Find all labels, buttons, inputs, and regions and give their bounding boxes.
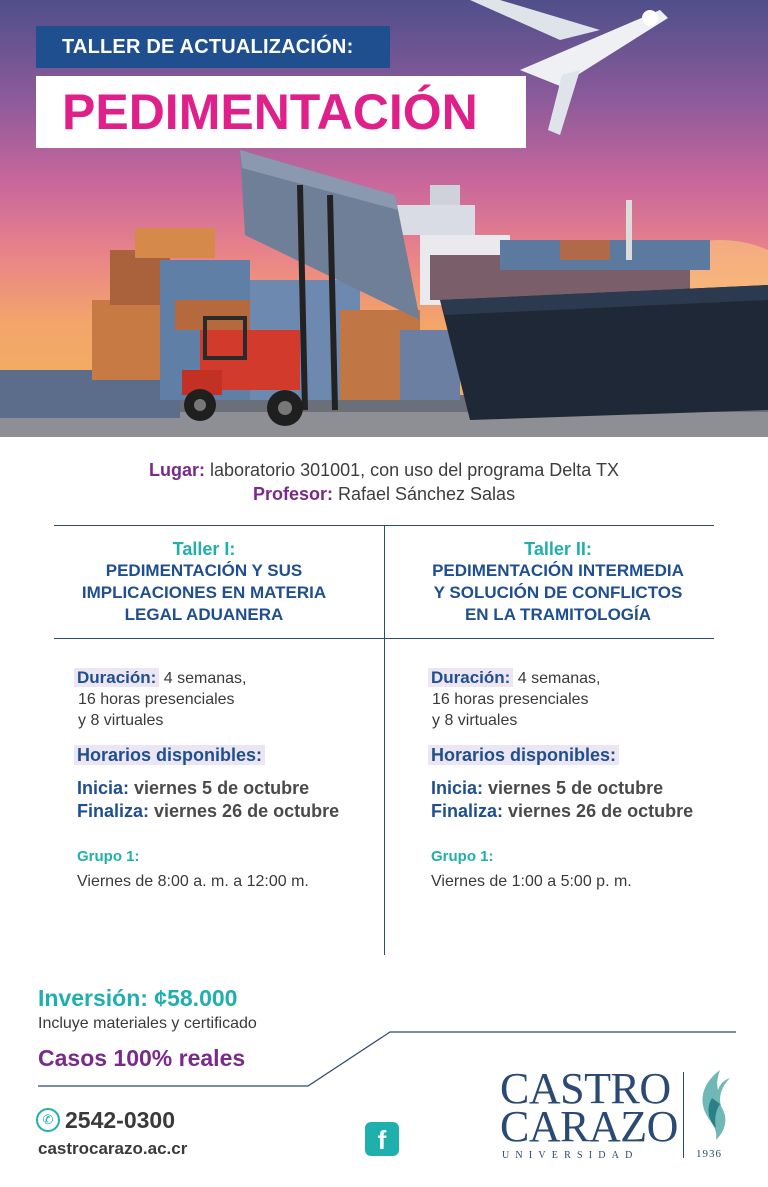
workshop-title-banner xyxy=(36,76,526,148)
start-label: Inicia: xyxy=(77,778,130,798)
duration-line-2: 16 horas presenciales xyxy=(78,691,235,708)
facebook-icon[interactable]: f xyxy=(365,1122,399,1156)
start-value: viernes 5 de octubre xyxy=(483,778,664,798)
workshop-1-details xyxy=(74,667,394,892)
workshop-2-name: Taller II: xyxy=(524,539,592,559)
workshop-2-header xyxy=(393,538,723,626)
workshop-1-topic-line-2: IMPLICACIONES EN MATERIA xyxy=(81,583,327,602)
logo-year: 1936 xyxy=(696,1148,722,1160)
place-value: laboratorio 301001, con uso del programa Delta TX xyxy=(205,460,619,480)
teacher-label: Profesor: xyxy=(252,484,333,504)
duration-line-2: 16 horas presenciales xyxy=(432,691,589,708)
start-label: Inicia: xyxy=(431,778,484,798)
place-label: Lugar: xyxy=(149,460,206,480)
includes-note: Incluye materiales y certificado xyxy=(38,1015,257,1032)
workshop-2-topic-line-1: PEDIMENTACIÓN INTERMEDIA xyxy=(432,561,684,580)
investment-price: Inversión: ¢58.000 xyxy=(38,985,238,1011)
flame-icon xyxy=(690,1068,736,1148)
duration-line-3: y 8 virtuales xyxy=(432,712,518,729)
schedules-label: Horarios disponibles: xyxy=(74,745,265,765)
workshop-1-name: Taller I: xyxy=(172,539,236,559)
end-label: Finaliza: xyxy=(431,801,504,821)
workshop-2-dates xyxy=(428,777,748,823)
workshop-2-topic-line-2: Y SOLUCIÓN DE CONFLICTOS xyxy=(433,583,683,602)
place-line xyxy=(0,458,768,482)
workshop-1-duration xyxy=(74,667,394,731)
workshop-subtitle: TALLER DE ACTUALIZACIÓN: xyxy=(62,36,354,58)
teacher-line xyxy=(0,482,768,506)
phone-number: 2542-0300 xyxy=(65,1106,175,1133)
end-value: viernes 26 de octubre xyxy=(149,801,340,821)
group-schedule: Viernes de 1:00 a 5:00 p. m. xyxy=(431,873,632,890)
logo-separator xyxy=(683,1072,684,1158)
logo-line-1: CASTRO xyxy=(500,1064,671,1113)
university-logo xyxy=(500,1066,740,1166)
end-label: Finaliza: xyxy=(77,801,150,821)
start-value: viernes 5 de octubre xyxy=(129,778,310,798)
group-schedule: Viernes de 8:00 a. m. a 12:00 m. xyxy=(77,873,309,890)
workshop-info xyxy=(0,458,768,506)
workshop-2-topic-line-3: EN LA TRAMITOLOGÍA xyxy=(464,605,652,624)
duration-line-1: 4 semanas, xyxy=(513,670,601,687)
duration-label: Duración: xyxy=(428,668,513,687)
schedules-label: Horarios disponibles: xyxy=(428,745,619,765)
teacher-value: Rafael Sánchez Salas xyxy=(332,484,516,504)
logo-university-word: UNIVERSIDAD xyxy=(502,1150,639,1161)
workshop-1-header xyxy=(39,538,369,626)
workshop-subtitle-banner xyxy=(36,26,390,68)
workshop-1-dates xyxy=(74,777,394,823)
workshop-2-details xyxy=(428,667,748,892)
website-link[interactable]: castrocarazo.ac.cr xyxy=(38,1139,188,1158)
phone-icon: ✆ xyxy=(36,1108,60,1132)
workshop-1-topic-line-1: PEDIMENTACIÓN Y SUS xyxy=(105,561,303,580)
workshop-2-duration xyxy=(428,667,748,731)
real-cases-note: Casos 100% reales xyxy=(38,1045,246,1071)
logo-line-2: CARAZO xyxy=(500,1102,678,1151)
group-label: Grupo 1: xyxy=(77,848,140,865)
phone-contact[interactable] xyxy=(36,1106,175,1134)
workshop-title: PEDIMENTACIÓN xyxy=(62,84,478,140)
end-value: viernes 26 de octubre xyxy=(503,801,694,821)
hero-image xyxy=(0,0,768,437)
workshop-1-topic-line-3: LEGAL ADUANERA xyxy=(124,605,284,624)
duration-line-1: 4 semanas, xyxy=(159,670,247,687)
duration-label: Duración: xyxy=(74,668,159,687)
duration-line-3: y 8 virtuales xyxy=(78,712,164,729)
group-label: Grupo 1: xyxy=(431,848,494,865)
